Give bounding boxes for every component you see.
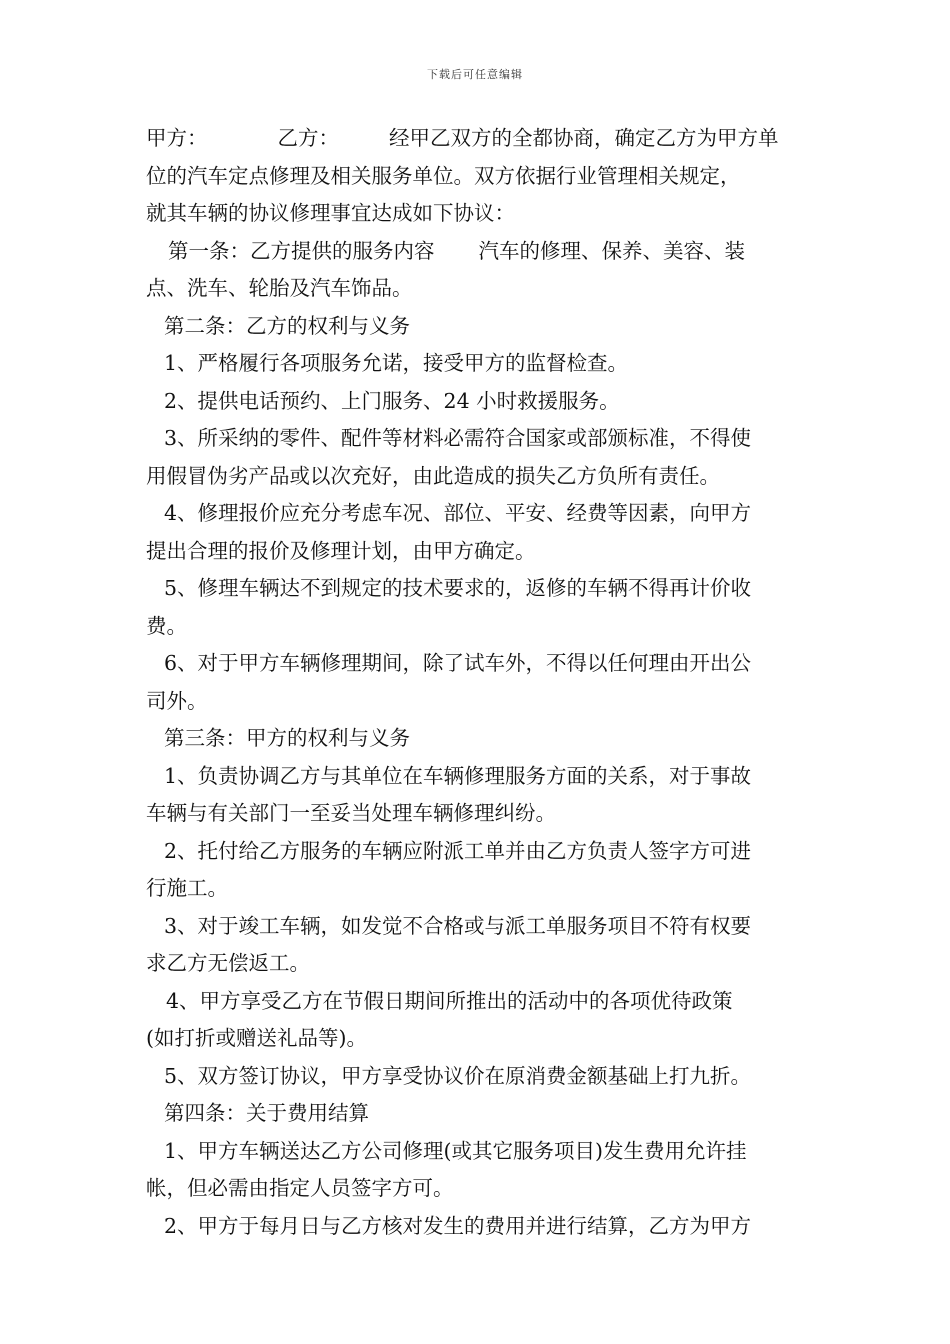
article-2-item-1: 1、严格履行各项服务允诺，接受甲方的监督检查。 [164, 351, 629, 375]
article-2-item-5-line-1: 5、修理车辆达不到规定的技术要求的，返修的车辆不得再计价收 [164, 576, 752, 600]
article-2-item-4-line-1: 4、修理报价应充分考虑车况、部位、平安、经费等因素，向甲方 [164, 501, 752, 525]
article-1-line-1 [146, 233, 808, 271]
article-3-title: 第三条：甲方的权利与义务 [164, 726, 410, 750]
intro-line-2: 位的汽车定点修理及相关服务单位。双方依据行业管理相关规定， [146, 163, 741, 188]
article-2-item-6-line-1: 6、对于甲方车辆修理期间，除了试车外，不得以任何理由开出公 [164, 651, 752, 675]
article-3-item-2-line-2: 行施工。 [146, 876, 228, 900]
article-4-item-1-line-1: 1、甲方车辆送达乙方公司修理(或其它服务项目)发生费用允许挂 [164, 1138, 747, 1163]
article-2-item-4-line-2: 提出合理的报价及修理计划，由甲方确定。 [146, 538, 536, 563]
article-2-title: 第二条：乙方的权利与义务 [164, 313, 410, 338]
article-4-title: 第四条：关于费用结算 [164, 1101, 369, 1125]
article-2-item-6-line-2: 司外。 [146, 688, 208, 713]
article-1-line-2: 点、洗车、轮胎及汽车饰品。 [146, 276, 413, 300]
article-2-item-3-line-2: 用假冒伪劣产品或以次充好，由此造成的损失乙方负所有责任。 [146, 463, 720, 488]
article-3-item-4-line-1: 4、甲方享受乙方在节假日期间所推出的活动中的各项优待政策 [166, 988, 733, 1013]
article-2-item-2: 2、提供电话预约、上门服务、24 小时救援服务。 [164, 388, 620, 413]
header-note: 下载后可任意编辑 [427, 68, 523, 81]
intro-line-3: 就其车辆的协议修理事宜达成如下协议： [146, 201, 515, 225]
article-3-item-3-line-1: 3、对于竣工车辆，如发觉不合格或与派工单服务项目不符有权要 [164, 913, 752, 938]
intro-text-1: 经甲乙双方的全都协商，确定乙方为甲方单 [389, 126, 779, 150]
article-3-item-4-line-2: (如打折或赠送礼品等)。 [146, 1026, 367, 1050]
article-2-item-5-line-2: 费。 [146, 613, 187, 638]
article-3-item-2-line-1: 2、托付给乙方服务的车辆应附派工单并由乙方负责人签字方可进 [164, 838, 752, 863]
agreement-body [146, 120, 808, 1245]
party-b-label: 乙方： [277, 126, 339, 150]
article-3-item-1-line-1: 1、负责协调乙方与其单位在车辆修理服务方面的关系，对于事故 [164, 763, 752, 788]
intro-line-1 [146, 120, 808, 158]
article-1-text-1: 汽车的修理、保养、美容、装 [478, 238, 745, 263]
article-4-item-2-line-1: 2、甲方于每月日与乙方核对发生的费用并进行结算，乙方为甲方 [164, 1213, 752, 1238]
article-1-title: 第一条：乙方提供的服务内容 [168, 238, 435, 263]
article-4-item-1-line-2: 帐，但必需由指定人员签字方可。 [146, 1176, 454, 1200]
article-3-item-1-line-2: 车辆与有关部门一至妥当处理车辆修理纠纷。 [146, 801, 556, 825]
article-2-item-3-line-1: 3、所采纳的零件、配件等材料必需符合国家或部颁标准，不得使 [164, 426, 752, 450]
article-3-item-3-line-2: 求乙方无偿返工。 [146, 951, 310, 975]
article-3-item-5: 5、双方签订协议，甲方享受协议价在原消费金额基础上打九折。 [164, 1063, 752, 1088]
party-a-label: 甲方： [146, 126, 208, 150]
